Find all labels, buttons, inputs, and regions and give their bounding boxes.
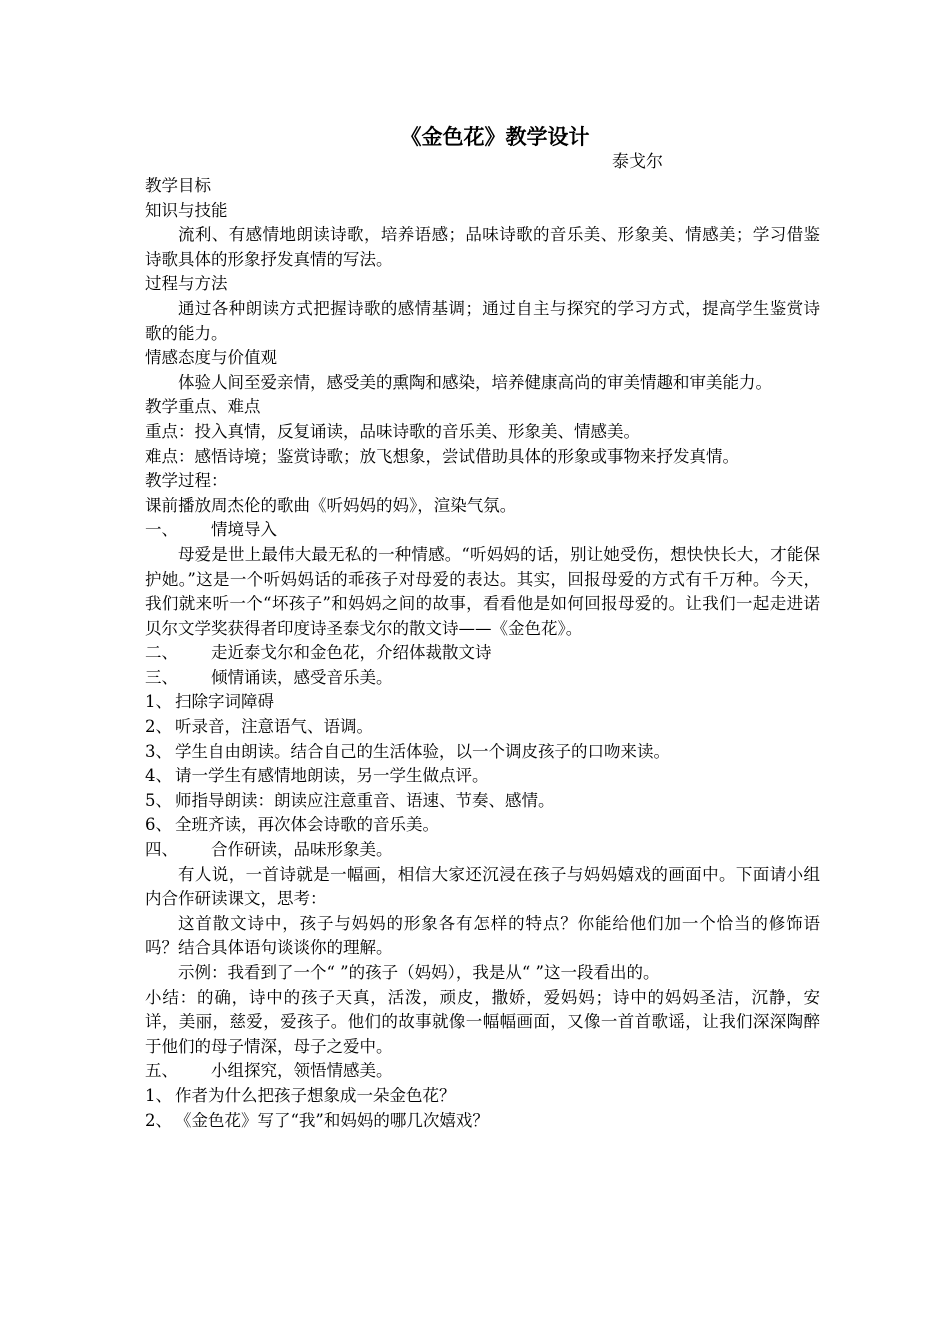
heading-teaching-process: 教学过程： <box>145 471 228 491</box>
list-item <box>145 690 820 715</box>
paragraph-pre-class: 课前播放周杰伦的歌曲《听妈妈的妈》，渲染气氛。 <box>145 495 517 515</box>
list-item-mark: 3、 <box>145 741 172 761</box>
list-item-mark: 2、 <box>145 1110 172 1130</box>
list-item-text: 作者为什么把孩子想象成一朵金色花？ <box>175 1085 456 1105</box>
paragraph-section-4-question: 这首散文诗中，孩子与妈妈的形象各有怎样的特点？你能给他们加一个恰当的修饰语吗？结合具体语句谈谈你的理解。 <box>145 913 820 958</box>
section-5-text: 小组探究，领悟情感美。 <box>211 1061 393 1081</box>
heading-teaching-goal: 教学目标 <box>145 176 211 195</box>
list-item <box>145 715 820 740</box>
list-item-text: 听录音，注意语气、语调。 <box>175 717 373 737</box>
list-item <box>145 1084 820 1109</box>
list-item-text: 师指导朗读：朗读应注意重音、语速、节奏、感情。 <box>175 790 555 810</box>
document-title: 《金色花》教学设计 <box>400 125 590 149</box>
list-item <box>145 813 820 838</box>
section-4-heading <box>145 838 820 863</box>
section-1-text: 情境导入 <box>211 520 277 540</box>
section-2-text: 走近泰戈尔和金色花，介绍体裁散文诗 <box>211 643 492 663</box>
list-item-text: 请一学生有感情地朗读，另一学生做点评。 <box>175 766 489 786</box>
section-2-mark: 二、 <box>145 643 178 663</box>
heading-knowledge-skill: 知识与技能 <box>145 200 228 220</box>
heading-key-difficult: 教学重点、难点 <box>145 397 261 417</box>
section-5-mark: 五、 <box>145 1061 178 1081</box>
paragraph-section-4-intro: 有人说，一首诗就是一幅画，相信大家还沉浸在孩子与妈妈嬉戏的画面中。下面请小组内合作研读课文，思考： <box>145 864 820 909</box>
paragraph-difficult-point: 难点：感悟诗境；鉴赏诗歌；放飞想象，尝试借助具体的形象或事物来抒发真情。 <box>145 446 739 466</box>
section-4-text: 合作研读，品味形象美。 <box>211 840 393 860</box>
list-item <box>145 1109 820 1134</box>
section-3-heading <box>145 666 820 691</box>
list-item <box>145 764 820 789</box>
section-3-text: 倾情诵读，感受音乐美。 <box>211 667 393 687</box>
list-item-text: 扫除字词障碍 <box>175 692 274 712</box>
author-name: 泰戈尔 <box>612 152 663 172</box>
list-item-text: 《金色花》写了“我”和妈妈的哪几次嬉戏？ <box>175 1110 489 1130</box>
list-item-text: 全班齐读，再次体会诗歌的音乐美。 <box>175 815 439 835</box>
section-4-mark: 四、 <box>145 840 178 860</box>
paragraph-section-4-summary: 小结：的确，诗中的孩子天真，活泼，顽皮，撒娇，爱妈妈；诗中的妈妈圣洁，沉静，安详，美丽，慈爱，爱孩子。他们的故事就像一幅幅画面，又像一首首歌谣，让我们深深陶醉于他们的母子情深，母子之爱中。 <box>145 987 820 1056</box>
heading-emotion-values: 情感态度与价值观 <box>145 348 277 368</box>
section-3-mark: 三、 <box>145 667 178 687</box>
section-5-heading <box>145 1059 820 1084</box>
section-1-mark: 一、 <box>145 520 178 540</box>
list-item-mark: 5、 <box>145 790 172 810</box>
list-item <box>145 789 820 814</box>
paragraph-section-4-example: 示例：我看到了一个“ ”的孩子（妈妈），我是从“ ”这一段看出的。 <box>178 963 660 982</box>
list-item-mark: 1、 <box>145 692 172 712</box>
paragraph-process-method: 通过各种朗读方式把握诗歌的感情基调；通过自主与探究的学习方式，提高学生鉴赏诗歌的能力。 <box>145 298 820 343</box>
paragraph-emotion-values: 体验人间至爱亲情，感受美的熏陶和感染，培养健康高尚的审美情趣和审美能力。 <box>178 372 772 392</box>
section-1-heading <box>145 518 820 543</box>
section-2-heading <box>145 641 820 666</box>
list-item-mark: 2、 <box>145 717 172 737</box>
list-item-text: 学生自由朗读。结合自己的生活体验，以一个调皮孩子的口吻来读。 <box>175 741 670 761</box>
list-item-mark: 1、 <box>145 1085 172 1105</box>
heading-process-method: 过程与方法 <box>145 274 228 294</box>
paragraph-key-point: 重点：投入真情，反复诵读，品味诗歌的音乐美、形象美、情感美。 <box>145 421 640 441</box>
list-item-mark: 4、 <box>145 766 172 786</box>
paragraph-section-1: 母爱是世上最伟大最无私的一种情感。“听妈妈的话，别让她受伤，想快快长大，才能保护她。”这是一个听妈妈话的乖孩子对母爱的表达。其实，回报母爱的方式有千万种。今天，我们就来听一个“坏孩子”和妈妈之间的故事，看看他是如何回报母爱的。让我们一起走进诺贝尔文学奖获得者印度诗圣泰戈尔的散文诗——《金色花》。 <box>145 544 820 638</box>
document-body <box>145 174 820 1133</box>
list-item <box>145 740 820 765</box>
list-item-mark: 6、 <box>145 815 172 835</box>
paragraph-knowledge-skill: 流利、有感情地朗读诗歌，培养语感；品味诗歌的音乐美、形象美、情感美；学习借鉴诗歌具体的形象抒发真情的写法。 <box>145 225 820 269</box>
